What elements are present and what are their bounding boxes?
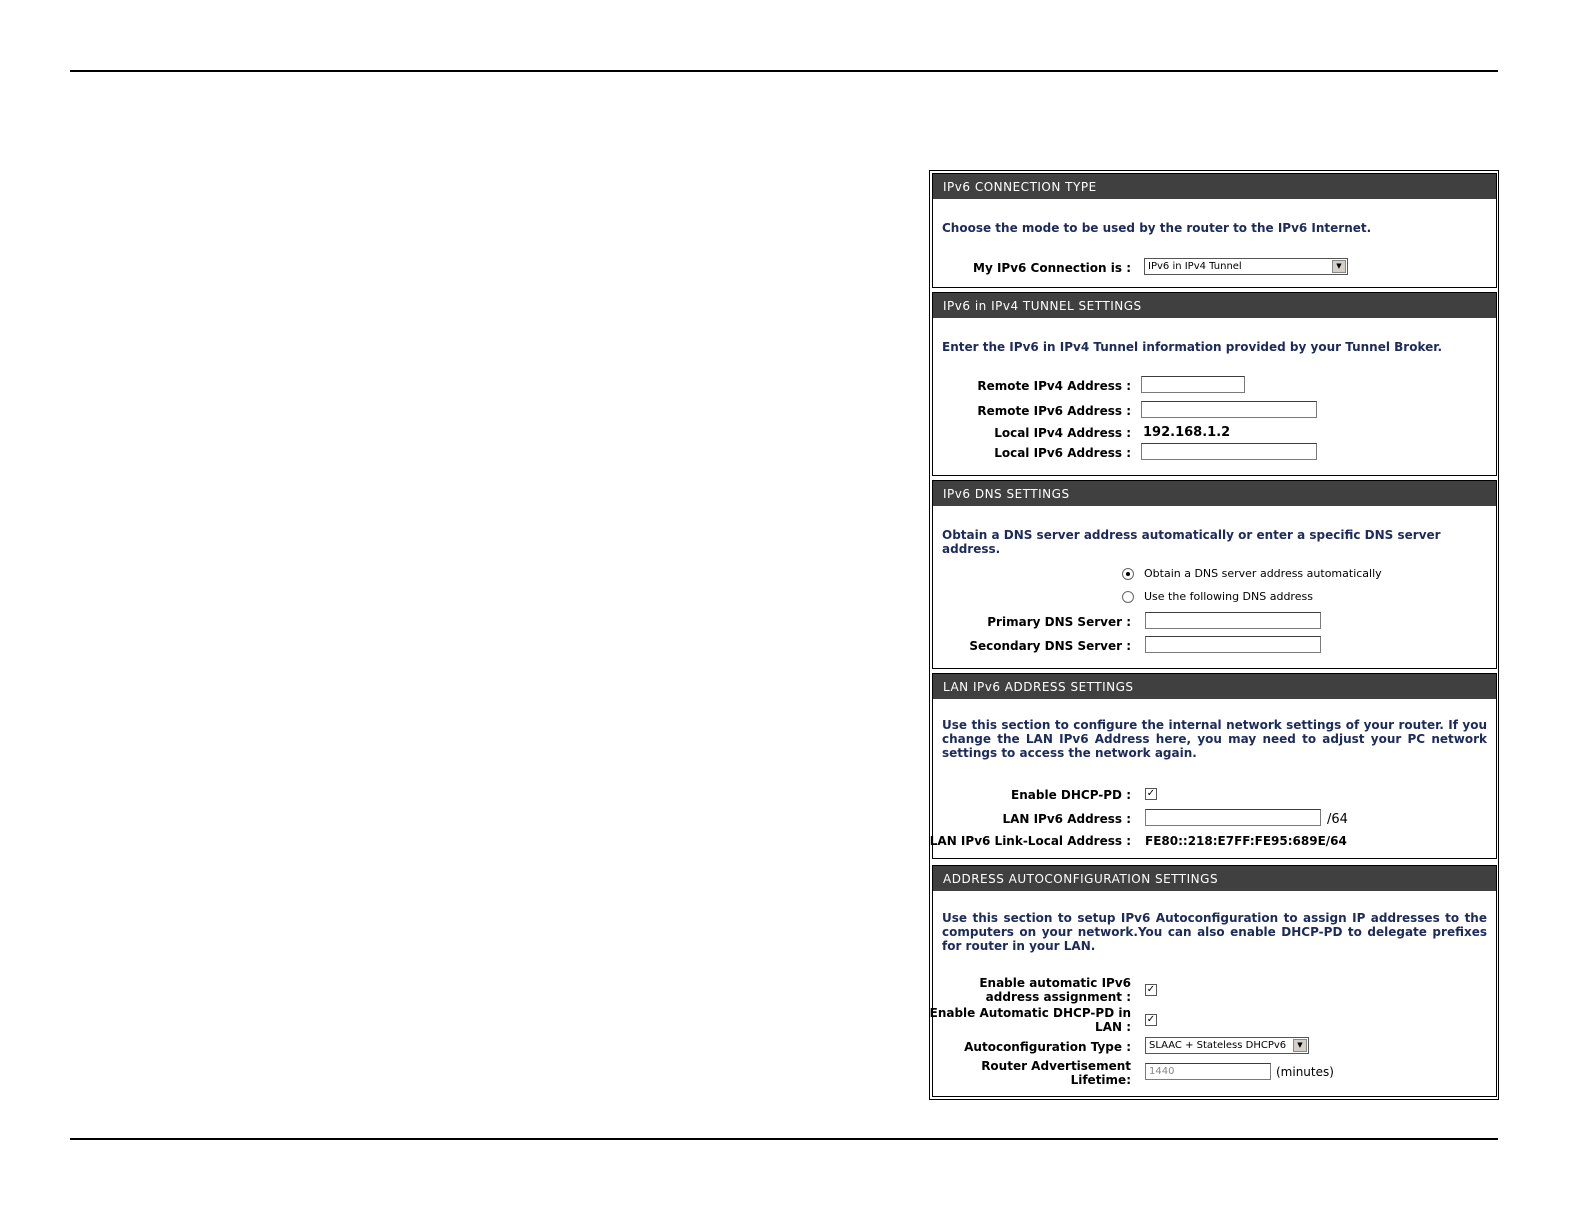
primary-dns-label: Primary DNS Server : <box>987 615 1131 629</box>
prefix-length: /64 <box>1327 812 1348 827</box>
remote-ipv6-input[interactable] <box>1141 401 1317 418</box>
dns-auto-label: Obtain a DNS server address automatically <box>1144 567 1382 580</box>
dns-auto-radio[interactable] <box>1122 568 1134 580</box>
section-description: Use this section to setup IPv6 Autoconfiguration to assign IP addresses to the computers on your network.You can also enable DHCP-PD to delegate prefixes for router in your LAN. <box>942 911 1487 953</box>
connection-type-label: My IPv6 Connection is : <box>973 261 1131 275</box>
lan-ipv6-section <box>929 673 1497 859</box>
ra-lifetime-label-line2: Lifetime: <box>1070 1073 1131 1087</box>
connection-type-section <box>932 173 1497 288</box>
bottom-divider <box>70 1138 1498 1140</box>
check-icon: ✓ <box>1146 1014 1156 1025</box>
link-local-value: FE80::218:E7FF:FE95:689E/64 <box>1145 834 1347 848</box>
autoconfig-section <box>929 865 1497 1097</box>
autoconfig-type-select[interactable] <box>1145 1037 1309 1054</box>
remote-ipv4-label: Remote IPv4 Address : <box>977 379 1131 393</box>
autoconfig-type-label: Autoconfiguration Type : <box>964 1040 1131 1054</box>
primary-dns-input[interactable] <box>1145 612 1321 629</box>
section-header: ADDRESS AUTOCONFIGURATION SETTINGS <box>933 866 1496 891</box>
dns-settings-section <box>932 480 1497 669</box>
section-description: Obtain a DNS server address automatically or enter a specific DNS server address. <box>942 528 1441 556</box>
auto-assign-checkbox[interactable] <box>1145 984 1157 996</box>
remote-ipv4-input[interactable] <box>1141 376 1245 393</box>
tunnel-settings-section <box>932 292 1497 476</box>
chevron-down-icon[interactable]: ▼ <box>1293 1039 1307 1052</box>
secondary-dns-label: Secondary DNS Server : <box>969 639 1131 653</box>
section-description: Enter the IPv6 in IPv4 Tunnel information provided by your Tunnel Broker. <box>942 340 1443 354</box>
section-header: IPv6 CONNECTION TYPE <box>933 174 1496 199</box>
dhcp-pd-checkbox[interactable] <box>1145 788 1157 800</box>
connection-type-select[interactable] <box>1144 258 1348 275</box>
lan-address-input[interactable] <box>1145 809 1321 826</box>
section-header: IPv6 in IPv4 TUNNEL SETTINGS <box>933 293 1496 318</box>
top-divider <box>70 70 1498 72</box>
auto-assign-label-line2: address assignment : <box>985 990 1131 1004</box>
connection-type-value: IPv6 in IPv4 Tunnel <box>1148 261 1242 272</box>
local-ipv4-label: Local IPv4 Address : <box>994 426 1131 440</box>
dns-manual-radio[interactable] <box>1122 591 1134 603</box>
section-header: IPv6 DNS SETTINGS <box>933 481 1496 506</box>
dns-manual-label: Use the following DNS address <box>1144 590 1313 603</box>
ra-lifetime-label-line1: Router Advertisement <box>981 1059 1131 1073</box>
link-local-label: LAN IPv6 Link-Local Address : <box>929 834 1131 848</box>
chevron-down-icon[interactable]: ▼ <box>1332 260 1346 273</box>
check-icon: ✓ <box>1146 984 1156 995</box>
remote-ipv6-label: Remote IPv6 Address : <box>977 404 1131 418</box>
auto-assign-label-line1: Enable automatic IPv6 <box>979 976 1131 990</box>
section-description: Choose the mode to be used by the router to the IPv6 Internet. <box>942 221 1372 235</box>
local-ipv6-label: Local IPv6 Address : <box>994 446 1131 460</box>
local-ipv4-value: 192.168.1.2 <box>1143 425 1231 440</box>
section-header: LAN IPv6 ADDRESS SETTINGS <box>933 674 1496 699</box>
ipv6-settings-panel <box>929 170 1499 1100</box>
auto-dhcp-pd-checkbox[interactable] <box>1145 1014 1157 1026</box>
check-icon: ✓ <box>1146 788 1156 799</box>
local-ipv6-input[interactable] <box>1141 443 1317 460</box>
dhcp-pd-label: Enable DHCP-PD : <box>1011 788 1131 802</box>
ra-lifetime-input[interactable]: 1440 <box>1145 1063 1271 1080</box>
ra-lifetime-unit: (minutes) <box>1276 1065 1334 1079</box>
lan-address-label: LAN IPv6 Address : <box>1002 812 1131 826</box>
autoconfig-type-value: SLAAC + Stateless DHCPv6 <box>1149 1040 1287 1051</box>
secondary-dns-input[interactable] <box>1145 636 1321 653</box>
auto-dhcp-pd-label-line2: LAN : <box>1095 1020 1131 1034</box>
auto-dhcp-pd-label-line1: Enable Automatic DHCP-PD in <box>929 1006 1131 1020</box>
section-description: Use this section to configure the internal network settings of your router. If you change the LAN IPv6 Address here, you may need to adjust your PC network settings to access the network again. <box>942 718 1487 760</box>
